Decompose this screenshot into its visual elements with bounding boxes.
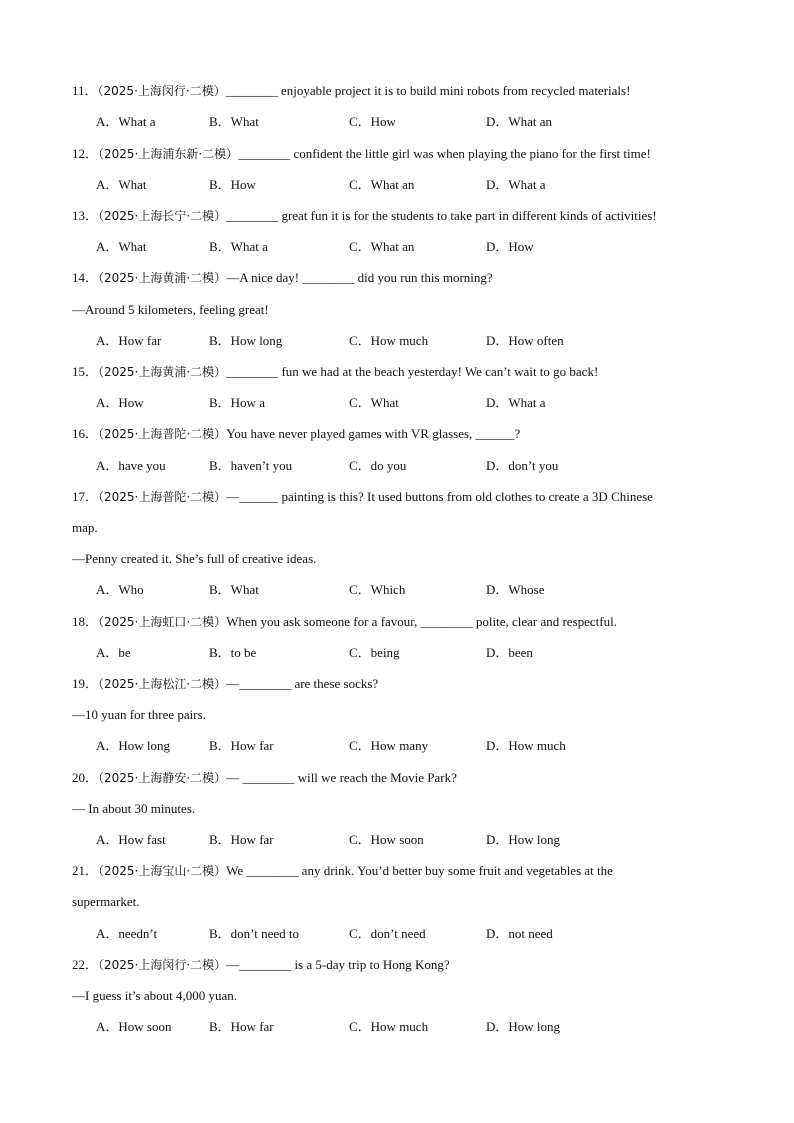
- question-source: （2025·上海宝山·二模）: [98, 864, 227, 878]
- option-d[interactable]: D．don’t you: [486, 458, 559, 473]
- question-number: 14．: [72, 270, 99, 285]
- options-20: [96, 831, 736, 849]
- option-a[interactable]: A．be: [96, 645, 131, 660]
- option-c[interactable]: C．don’t need: [349, 926, 426, 941]
- option-a[interactable]: A．How far: [96, 333, 162, 348]
- question-stem: —________ is a 5-day trip to Hong Kong?: [226, 957, 450, 972]
- question-number: 15．: [72, 364, 99, 379]
- question-continuation: —I guess it’s about 4,000 yuan.: [72, 988, 238, 1003]
- question-17: [72, 488, 734, 506]
- question-source: （2025·上海虹口·二模）: [98, 615, 227, 629]
- option-a[interactable]: A．How soon: [96, 1019, 172, 1034]
- question-number: 12．: [72, 146, 99, 161]
- option-a[interactable]: A．What a: [96, 114, 156, 129]
- question-continuation: —Around 5 kilometers, feeling great!: [72, 302, 269, 317]
- question-15: [72, 363, 734, 381]
- option-a[interactable]: A．How fast: [96, 832, 166, 847]
- option-c[interactable]: C．being: [349, 645, 400, 660]
- option-c[interactable]: C．How much: [349, 333, 429, 348]
- options-22: [96, 1018, 736, 1036]
- question-stem: When you ask someone for a favour, ________ polite, clear and respectful.: [226, 614, 617, 629]
- options-19: [96, 737, 736, 755]
- option-d[interactable]: D．How long: [486, 1019, 561, 1034]
- option-d[interactable]: D．been: [486, 645, 533, 660]
- question-source: （2025·上海闵行·二模）: [98, 958, 227, 972]
- option-d[interactable]: D．How: [486, 239, 534, 254]
- question-stem: —________ are these socks?: [226, 676, 379, 691]
- question-stem: ________ great fun it is for the students to take part in different kinds of activities!: [226, 208, 657, 223]
- question-14: [72, 269, 734, 287]
- options-14: [96, 332, 736, 350]
- question-continuation: — In about 30 minutes.: [72, 801, 196, 816]
- option-b[interactable]: B．to be: [209, 645, 257, 660]
- question-source: （2025·上海闵行·二模）: [97, 84, 226, 98]
- question-number: 19．: [72, 676, 99, 691]
- options-18: [96, 644, 736, 662]
- question-stem: ________ confident the little girl was when playing the piano for the first time!: [238, 146, 651, 161]
- option-c[interactable]: C．What an: [349, 239, 415, 254]
- option-c[interactable]: C．How many: [349, 738, 429, 753]
- question-20: [72, 769, 734, 787]
- option-c[interactable]: C．Which: [349, 582, 406, 597]
- question-18: [72, 613, 734, 631]
- question-number: 13．: [72, 208, 99, 223]
- option-d[interactable]: D．What a: [486, 395, 546, 410]
- question-19: [72, 675, 734, 693]
- question-stem: —A nice day! ________ did you run this morning?: [226, 270, 493, 285]
- question-continuation: —Penny created it. She’s full of creative ideas.: [72, 551, 317, 566]
- option-b[interactable]: B．What: [209, 114, 259, 129]
- question-number: 17．: [72, 489, 99, 504]
- option-a[interactable]: A．What: [96, 239, 147, 254]
- question-13: [72, 207, 734, 225]
- option-b[interactable]: B．What: [209, 582, 259, 597]
- question-continuation: supermarket.: [72, 894, 140, 909]
- option-b[interactable]: B．How: [209, 177, 256, 192]
- option-d[interactable]: D．How long: [486, 832, 561, 847]
- question-continuation: —10 yuan for three pairs.: [72, 707, 206, 722]
- question-16: [72, 425, 734, 443]
- option-a[interactable]: A．needn’t: [96, 926, 158, 941]
- option-c[interactable]: C．What: [349, 395, 399, 410]
- options-17: [96, 581, 736, 599]
- option-c[interactable]: C．How: [349, 114, 396, 129]
- option-d[interactable]: D．What an: [486, 114, 553, 129]
- question-source: （2025·上海静安·二模）: [98, 771, 227, 785]
- question-number: 11．: [72, 83, 98, 98]
- options-12: [96, 176, 736, 194]
- option-d[interactable]: D．How often: [486, 333, 564, 348]
- option-d[interactable]: D．What a: [486, 177, 546, 192]
- option-c[interactable]: C．What an: [349, 177, 415, 192]
- question-stem: — ________ will we reach the Movie Park?: [226, 770, 457, 785]
- option-b[interactable]: B．don’t need to: [209, 926, 300, 941]
- question-number: 20．: [72, 770, 99, 785]
- options-16: [96, 457, 736, 475]
- option-d[interactable]: D．How much: [486, 738, 566, 753]
- option-b[interactable]: B．How a: [209, 395, 265, 410]
- question-stem: You have never played games with VR glasses, ______?: [226, 426, 521, 441]
- question-source: （2025·上海浦东新·二模）: [98, 147, 239, 161]
- question-number: 21．: [72, 863, 99, 878]
- question-source: （2025·上海松江·二模）: [98, 677, 227, 691]
- option-b[interactable]: B．How long: [209, 333, 283, 348]
- question-source: （2025·上海黄浦·二模）: [98, 365, 227, 379]
- question-number: 18．: [72, 614, 99, 629]
- options-21: [96, 925, 736, 943]
- option-b[interactable]: B．haven’t you: [209, 458, 293, 473]
- options-13: [96, 238, 736, 256]
- options-11: [96, 113, 736, 131]
- option-a[interactable]: A．How long: [96, 738, 171, 753]
- question-number: 22．: [72, 957, 99, 972]
- question-stem: —______ painting is this? It used buttons from old clothes to create a 3D Chinese: [226, 489, 653, 504]
- option-c[interactable]: C．How much: [349, 1019, 429, 1034]
- option-d[interactable]: D．not need: [486, 926, 553, 941]
- question-22: [72, 956, 734, 974]
- option-b[interactable]: B．How far: [209, 832, 274, 847]
- options-15: [96, 394, 736, 412]
- question-source: （2025·上海普陀·二模）: [98, 427, 227, 441]
- question-stem: ________ fun we had at the beach yesterday! We can’t wait to go back!: [226, 364, 599, 379]
- option-c[interactable]: C．How soon: [349, 832, 424, 847]
- option-a[interactable]: A．Who: [96, 582, 144, 597]
- option-a[interactable]: A．have you: [96, 458, 166, 473]
- question-number: 16．: [72, 426, 99, 441]
- option-c[interactable]: C．do you: [349, 458, 407, 473]
- question-source: （2025·上海普陀·二模）: [98, 490, 227, 504]
- option-b[interactable]: B．What a: [209, 239, 268, 254]
- question-21: [72, 862, 734, 880]
- question-source: （2025·上海长宁·二模）: [98, 209, 227, 223]
- question-source: （2025·上海黄浦·二模）: [98, 271, 227, 285]
- option-a[interactable]: A．How: [96, 395, 144, 410]
- option-b[interactable]: B．How far: [209, 1019, 274, 1034]
- option-d[interactable]: D．Whose: [486, 582, 545, 597]
- question-12: [72, 145, 734, 163]
- option-a[interactable]: A．What: [96, 177, 147, 192]
- question-continuation: map.: [72, 520, 98, 535]
- question-stem: ________ enjoyable project it is to build mini robots from recycled materials!: [225, 83, 631, 98]
- question-11: [72, 82, 734, 100]
- question-stem: We ________ any drink. You’d better buy some fruit and vegetables at the: [226, 863, 613, 878]
- option-b[interactable]: B．How far: [209, 738, 274, 753]
